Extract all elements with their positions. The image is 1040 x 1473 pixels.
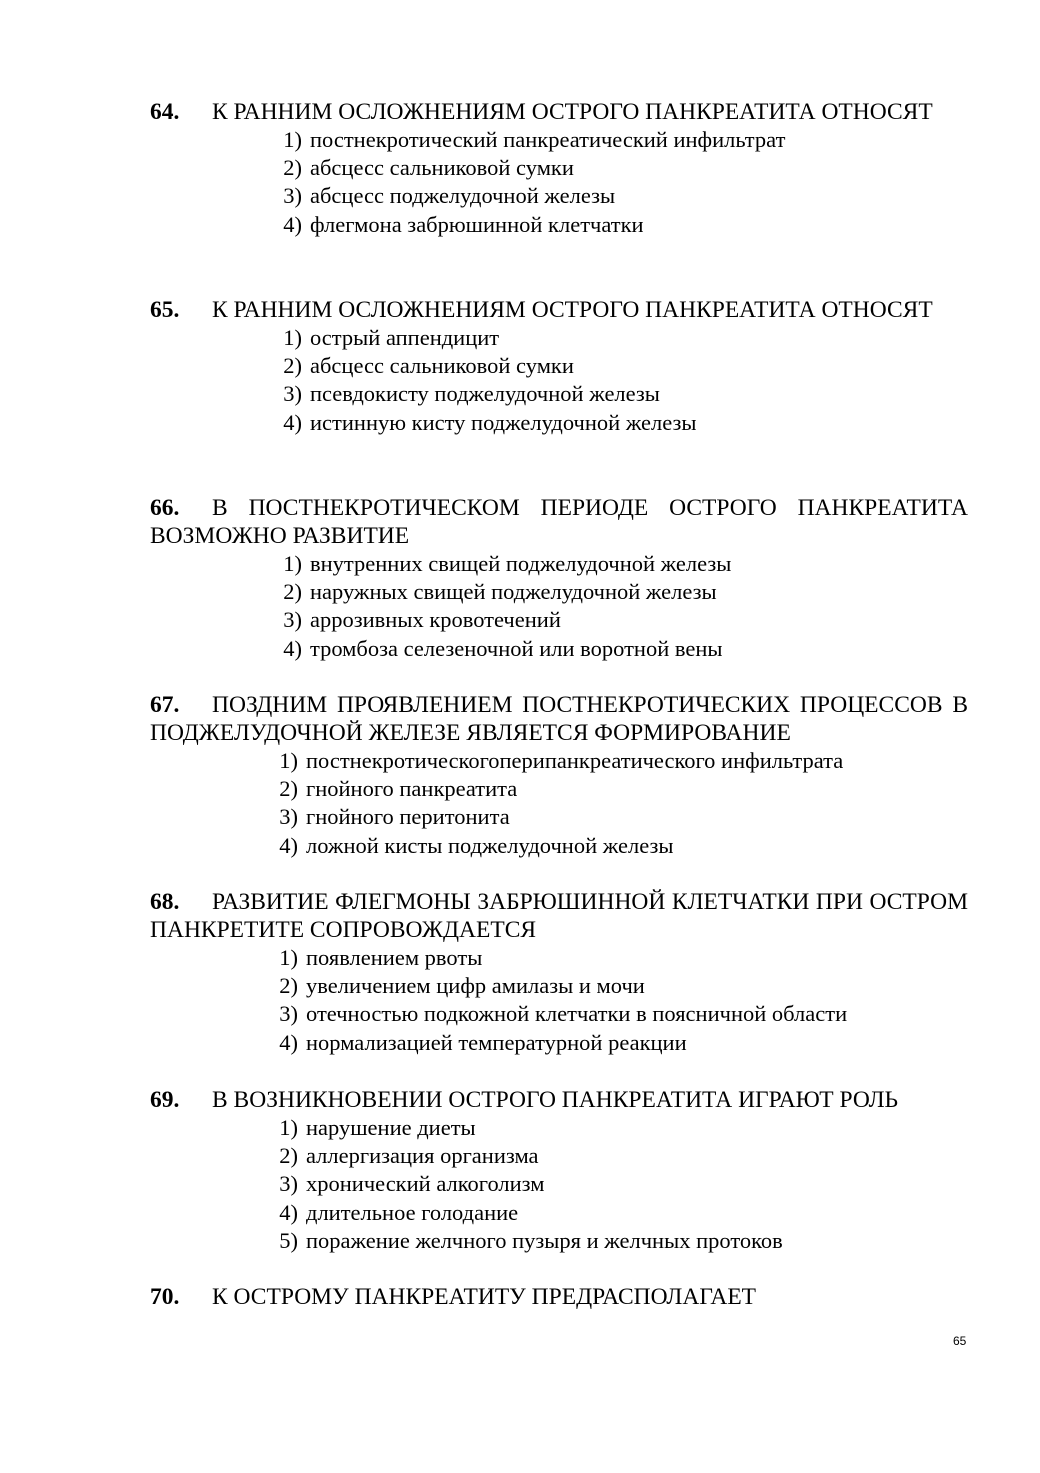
answer-option: 1) нарушение диеты [279,1115,476,1140]
question-70 [150,1283,968,1311]
question-text: К РАННИМ ОСЛОЖНЕНИЯМ ОСТРОГО ПАНКРЕАТИТА ОТНОСЯТ [212,99,933,125]
answer-option: 4) нормализацией температурной реакции [279,1029,687,1055]
question-stem [150,691,968,747]
answer-option: 2) гнойного панкреатита [279,776,518,802]
question-stem [150,1283,968,1311]
answer-option: 1) острый аппендицит [283,325,500,350]
question-66 [150,494,968,663]
question-number: 68. [150,889,180,915]
answer-options [270,324,968,437]
question-68 [150,888,968,1057]
answer-option: 2) абсцесс сальниковой сумки [283,155,574,181]
question-number: 69. [150,1087,180,1113]
question-text: В ПОСТНЕКРОТИЧЕСКОМ ПЕРИОДЕ ОСТРОГО ПАНКРЕАТИТА ВОЗМОЖНО РАЗВИТИЕ [150,495,968,549]
question-stem [150,888,968,944]
question-number: 70. [150,1284,180,1310]
question-69 [150,1086,968,1255]
question-number: 67. [150,692,180,718]
question-number: 65. [150,297,180,323]
question-stem [150,98,968,126]
question-stem [150,1086,968,1114]
question-number: 66. [150,495,180,521]
question-text: К ОСТРОМУ ПАНКРЕАТИТУ ПРЕДРАСПОЛАГАЕТ [212,1284,757,1310]
answer-option: 5) поражение желчного пузыря и желчных протоков [279,1227,783,1253]
question-number: 64. [150,99,180,125]
question-65 [150,296,968,437]
page-number: 65 [953,1334,967,1348]
answer-options [266,747,968,860]
answer-options [266,1114,968,1255]
answer-option: 4) флегмона забрюшинной клетчатки [283,211,644,237]
question-stem [150,494,968,550]
answer-option: 2) аллергизация организма [279,1143,539,1169]
question-text: РАЗВИТИЕ ФЛЕГМОНЫ ЗАБРЮШИННОЙ КЛЕТЧАТКИ ПРИ ОСТРОМ ПАНКРЕТИТЕ СОПРОВОЖДАЕТСЯ [150,889,968,943]
answer-option: 3) абсцесс поджелудочной железы [283,183,616,209]
answer-option: 1) постнекротический панкреатический инфильтрат [283,127,786,152]
answer-option: 3) хронический алкоголизм [279,1171,545,1197]
answer-option: 2) увеличением цифр амилазы и мочи [279,973,645,999]
answer-option: 2) абсцесс сальниковой сумки [283,353,574,379]
answer-option: 4) длительное голодание [279,1199,519,1225]
answer-options [270,550,968,663]
answer-options [266,944,968,1057]
answer-option: 3) псевдокисту поджелудочной железы [283,381,660,407]
answer-option: 4) ложной кисты поджелудочной железы [279,832,674,858]
answer-option: 2) наружных свищей поджелудочной железы [283,579,717,605]
question-64 [150,98,968,239]
answer-option: 3) аррозивных кровотечений [283,607,561,633]
answer-option: 1) внутренних свищей поджелудочной железы [283,551,732,576]
question-stem [150,296,968,324]
answer-options [270,126,968,239]
question-text: ПОЗДНИМ ПРОЯВЛЕНИЕМ ПОСТНЕКРОТИЧЕСКИХ ПРОЦЕССОВ В ПОДЖЕЛУДОЧНОЙ ЖЕЛЕЗЕ ЯВЛЯЕТСЯ ФОРМИРОВАНИЕ [150,692,968,746]
question-67 [150,691,968,860]
answer-option: 3) гнойного перитонита [279,804,510,830]
answer-option: 3) отечностью подкожной клетчатки в поясничной области [279,1001,848,1027]
answer-option: 1) появлением рвоты [279,945,483,970]
answer-option: 1) постнекротическогоперипанкреатического инфильтрата [279,748,844,773]
question-text: В ВОЗНИКНОВЕНИИ ОСТРОГО ПАНКРЕАТИТА ИГРАЮТ РОЛЬ [212,1087,899,1113]
question-text: К РАННИМ ОСЛОЖНЕНИЯМ ОСТРОГО ПАНКРЕАТИТА ОТНОСЯТ [212,297,933,323]
answer-option: 4) истинную кисту поджелудочной железы [283,409,697,435]
answer-option: 4) тромбоза селезеночной или воротной вены [283,635,723,661]
